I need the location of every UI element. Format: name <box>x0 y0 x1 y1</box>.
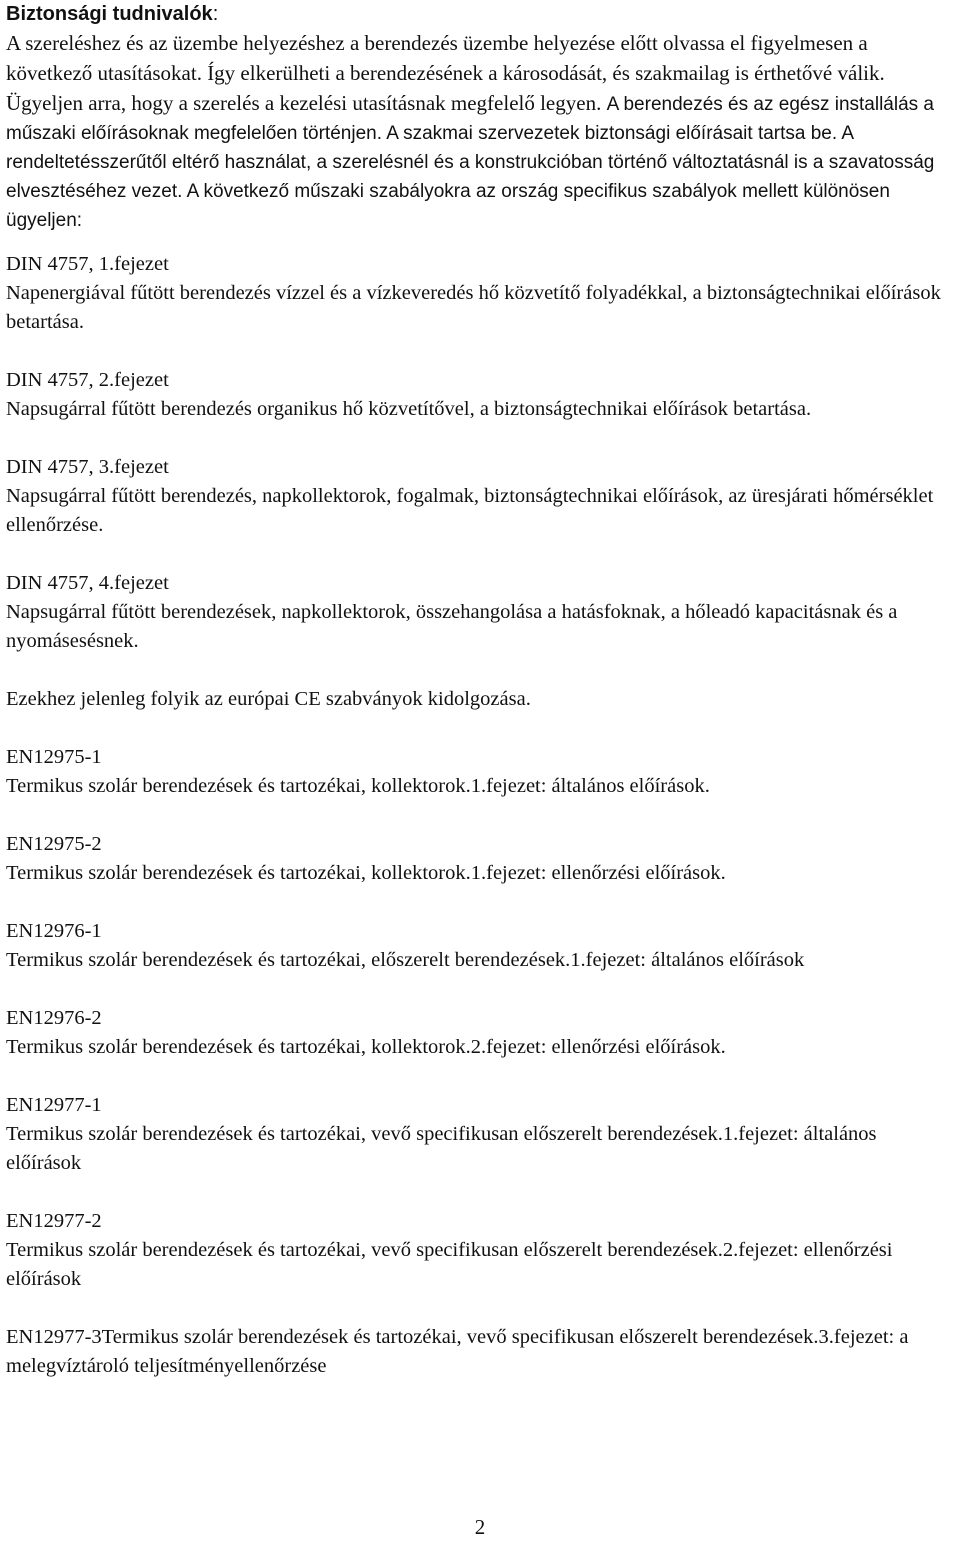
standard-description: Napsugárral fűtött berendezés, napkollektorok, fogalmak, biztonságtechnikai előírások, az üresjárati hőmérséklet ellenőrzése. <box>6 485 934 536</box>
intro-paragraph <box>6 29 954 235</box>
intro-sentence-sans: A berendezés és az egész installálás a műszaki előírásoknak megfelelően történjen. A szakmai szervezetek biztonsági előírásait tartsa be. A rendeltetésszerűtől eltérő használat, a szerelésnél és a konstrukcióban történő változtatásnál is a szavatosság elvesztéséhez vezet. A következő műszaki szabályokra az ország specifikus szabályok mellett különösen ügyeljen: <box>6 94 935 231</box>
standard-code: EN12976-2 <box>6 1007 102 1029</box>
standard-block <box>6 250 954 337</box>
section-title <box>6 0 954 29</box>
standard-block <box>6 453 954 540</box>
standard-block <box>6 1323 954 1381</box>
ce-note <box>6 685 954 714</box>
standard-code: EN12976-1 <box>6 920 102 942</box>
standard-description: Termikus szolár berendezések és tartozékai, vevő specifikusan előszerelt berendezések.1.fejezet: általános előírások <box>6 1123 877 1174</box>
ce-note-text: Ezekhez jelenleg folyik az európai CE szabványok kidolgozása. <box>6 688 531 710</box>
standard-block <box>6 830 954 888</box>
standard-code: DIN 4757, 2.fejezet <box>6 369 169 391</box>
title-heading: Biztonsági tudnivalók <box>6 3 213 25</box>
standard-code: EN12977-2 <box>6 1210 102 1232</box>
standard-description: Termikus szolár berendezések és tartozékai, kollektorok.2.fejezet: ellenőrzési előírások. <box>6 1036 726 1058</box>
standard-code: EN12975-2 <box>6 833 102 855</box>
standard-block <box>6 366 954 424</box>
standard-description: EN12977-3Termikus szolár berendezések és tartozékai, vevő specifikusan előszerelt berendezések.3.fejezet: a melegvíztároló teljesítményellenőrzése <box>6 1326 909 1377</box>
standard-block <box>6 1004 954 1062</box>
standard-description: Termikus szolár berendezések és tartozékai, vevő specifikusan előszerelt berendezések.2.fejezet: ellenőrzési előírások <box>6 1239 893 1290</box>
standard-description: Napenergiával fűtött berendezés vízzel és a vízkeveredés hő közvetítő folyadékkal, a biztonságtechnikai előírások betartása. <box>6 282 941 333</box>
document-page <box>6 0 954 1381</box>
title-colon: : <box>212 3 219 25</box>
standard-description: Napsugárral fűtött berendezések, napkollektorok, összehangolása a hatásfoknak, a hőleadó kapacitásnak és a nyomásesésnek. <box>6 601 898 652</box>
standard-code: DIN 4757, 4.fejezet <box>6 572 169 594</box>
standard-block <box>6 1207 954 1294</box>
standard-block <box>6 569 954 656</box>
standard-block <box>6 743 954 801</box>
standard-code: EN12975-1 <box>6 746 102 768</box>
standard-description: Termikus szolár berendezések és tartozékai, kollektorok.1.fejezet: ellenőrzési előírások. <box>6 862 726 884</box>
page-number: 2 <box>474 1515 486 1539</box>
standard-block <box>6 917 954 975</box>
standard-description: Termikus szolár berendezések és tartozékai, előszerelt berendezések.1.fejezet: általános előírások <box>6 949 805 971</box>
intro-sentence-serif: A szereléshez és az üzembe helyezéshez a berendezés üzembe helyezése előtt olvassa el figyelmesen a következő utasításokat. Így elkerülheti a berendezésének a károsodását, és szakmailag is érthetővé válik. Ügyeljen arra, hogy a szerelés a kezelési utasításnak megfelelő legyen. <box>6 31 885 115</box>
standard-block <box>6 1091 954 1178</box>
standard-code: DIN 4757, 3.fejezet <box>6 456 169 478</box>
standard-code: EN12977-1 <box>6 1094 102 1116</box>
standard-description: Napsugárral fűtött berendezés organikus hő közvetítővel, a biztonságtechnikai előírások betartása. <box>6 398 812 420</box>
standard-description: Termikus szolár berendezések és tartozékai, kollektorok.1.fejezet: általános előírások. <box>6 775 710 797</box>
standard-code: DIN 4757, 1.fejezet <box>6 253 169 275</box>
